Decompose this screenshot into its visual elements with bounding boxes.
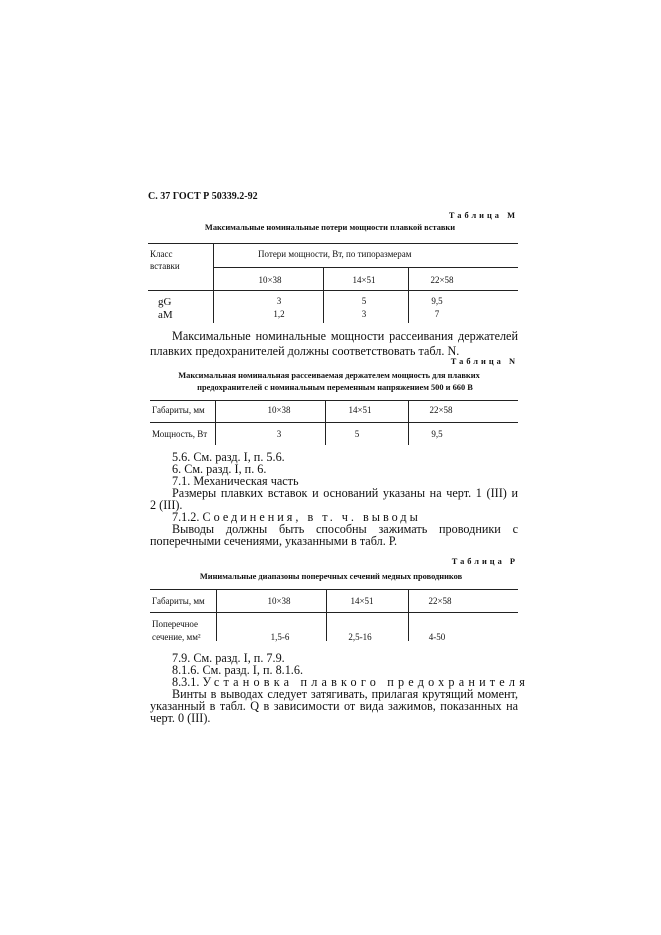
table-m-title: Максимальные номинальные потери мощности плавкой вставки bbox=[204, 223, 456, 232]
size-header: 22×58 bbox=[430, 275, 454, 285]
col-header-class-2: вставки bbox=[150, 261, 180, 271]
cell: 5 bbox=[354, 429, 360, 439]
cell: 3 bbox=[361, 309, 367, 319]
row-label: Поперечное bbox=[152, 619, 199, 629]
cell: 1,2 bbox=[273, 309, 285, 319]
cell: 2,5-16 bbox=[348, 632, 372, 642]
page-header: С. 37 ГОСТ Р 50339.2-92 bbox=[148, 191, 258, 202]
section-8-1-6: 8.1.6. См. разд. I, п. 8.1.6. bbox=[172, 663, 303, 677]
col-header-class: Класс bbox=[150, 249, 173, 259]
section-title: Установка плавкого предохранителя bbox=[202, 675, 530, 689]
cell: 3 bbox=[276, 429, 282, 439]
paragraph-line: плавких предохранителей должны соответствовать табл. N. bbox=[150, 344, 460, 358]
section-5-6: 5.6. См. разд. I, п. 5.6. bbox=[172, 450, 285, 464]
section-7-9: 7.9. См. разд. I, п. 7.9. bbox=[172, 651, 285, 665]
paragraph-line: Винты в выводах следует затягивать, прилагая крутящий момент, bbox=[172, 687, 518, 701]
size-header: 14×51 bbox=[352, 275, 376, 285]
table-p-title: Минимальные диапазоны поперечных сечений медных проводников bbox=[199, 572, 463, 581]
cell: 9,5 bbox=[431, 296, 443, 306]
cell: 14×51 bbox=[350, 596, 374, 606]
cell: 22×58 bbox=[428, 596, 452, 606]
cell: 1,5-6 bbox=[270, 632, 290, 642]
table-m-label: Таблица М bbox=[448, 211, 518, 220]
group-header: Потери мощности, Вт, по типоразмерам bbox=[258, 249, 412, 259]
cell: 4-50 bbox=[428, 632, 446, 642]
paragraph-line: Размеры плавких вставок и оснований указаны на черт. 1 (III) и bbox=[172, 486, 518, 500]
row-label: gG bbox=[158, 296, 172, 308]
paragraph-line: Максимальные номинальные мощности рассеивания держателей bbox=[172, 329, 518, 343]
cell: 9,5 bbox=[431, 429, 443, 439]
section-7-1: 7.1. Механическая часть bbox=[172, 474, 299, 488]
cell: 10×38 bbox=[267, 405, 291, 415]
paragraph-line: поперечными сечениями, указанными в табл. Р. bbox=[150, 534, 398, 548]
cell: 22×58 bbox=[429, 405, 453, 415]
section-number: 7.1.2. bbox=[172, 510, 200, 524]
row-label: aM bbox=[158, 309, 173, 321]
cell: 7 bbox=[434, 309, 440, 319]
row-label: сечение, мм² bbox=[152, 632, 201, 642]
cell: 10×38 bbox=[267, 596, 291, 606]
row-label: Габариты, мм bbox=[152, 596, 205, 606]
row-label: Габариты, мм bbox=[152, 405, 205, 415]
size-header: 10×38 bbox=[258, 275, 282, 285]
paragraph-line: черт. 0 (III). bbox=[150, 711, 211, 725]
table-n-label: Таблица N bbox=[450, 357, 518, 366]
cell: 14×51 bbox=[348, 405, 372, 415]
cell: 3 bbox=[276, 296, 282, 306]
row-label: Мощность, Вт bbox=[152, 429, 208, 439]
section-6: 6. См. разд. I, п. 6. bbox=[172, 462, 267, 476]
paragraph-line: 2 (III). bbox=[150, 498, 183, 512]
section-title: Соединения, в т. ч. выводы bbox=[202, 510, 421, 524]
paragraph-line: Выводы должны быть способны зажимать проводники с bbox=[172, 522, 518, 536]
table-n-title: предохранителей с номинальным переменным напряжением 500 и 660 В bbox=[197, 383, 473, 392]
table-p-label: Таблица Р bbox=[451, 557, 518, 566]
paragraph-line: указанный в табл. Q в зависимости от вида зажимов, показанных на bbox=[150, 699, 518, 713]
section-number: 8.3.1. bbox=[172, 675, 200, 689]
cell: 5 bbox=[361, 296, 367, 306]
table-n-title: Максимальная номинальная рассеиваемая держателем мощность для плавких bbox=[178, 371, 480, 380]
